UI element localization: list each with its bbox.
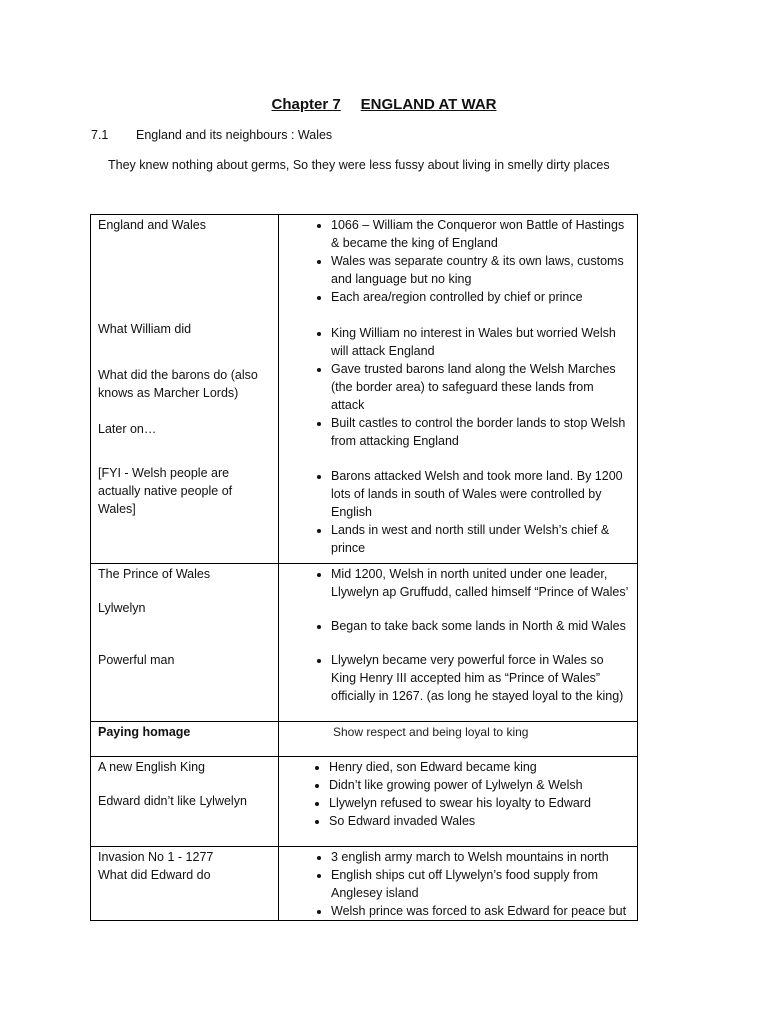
intro-text: They knew nothing about germs, So they were less fussy about living in smelly dirty places <box>108 158 610 172</box>
list-item: • 1066 – William the Conqueror won Battle of Hastings & became the king of England <box>331 216 629 252</box>
list-item: • Wales was separate country & its own laws, customs and language but no king <box>331 252 629 288</box>
bullet-list <box>297 758 629 830</box>
list-item: • Welsh prince was forced to ask Edward for peace but <box>331 902 629 920</box>
list-item: • Gave trusted barons land along the Welsh Marches (the border area) to safeguard these lands from attack <box>331 360 629 414</box>
row-label-cell <box>91 757 279 847</box>
section-number: 7.1 <box>91 128 109 142</box>
row-content-cell <box>279 847 638 921</box>
row-label-cell <box>91 847 279 921</box>
row-label: Edward didn’t like Lylwelyn <box>98 794 247 808</box>
row-label: What did the barons do (also knows as Marcher Lords) <box>98 368 258 400</box>
row-content-cell <box>279 215 638 564</box>
bullet-list <box>297 467 629 557</box>
list-item: • Each area/region controlled by chief or prince <box>331 288 629 306</box>
list-item: • English ships cut off Llywelyn’s food supply from Anglesey island <box>331 866 629 902</box>
row-label: England and Wales <box>98 218 206 232</box>
bullet-list <box>297 216 629 306</box>
list-item: • Henry died, son Edward became king <box>329 758 629 776</box>
chapter-title <box>0 96 768 113</box>
bullet-list <box>297 651 629 705</box>
list-item: • Llywelyn refused to swear his loyalty to Edward <box>329 794 629 812</box>
list-item: • Barons attacked Welsh and took more land. By 1200 lots of lands in south of Wales were controlled by English <box>331 467 629 521</box>
row-label: [FYI - Welsh people are actually native people of Wales] <box>98 466 233 516</box>
row-label: The Prince of Wales <box>98 567 211 581</box>
list-item: • Llywelyn became very powerful force in Wales so King Henry III accepted him as “Prince of Wales” officially in 1267. (as long he stayed loyal to the king) <box>331 651 629 705</box>
list-item: • Lands in west and north still under Welsh’s chief & prince <box>331 521 629 557</box>
list-item: • King William no interest in Wales but worried Welsh will attack England <box>331 324 629 360</box>
row-label: Invasion No 1 - 1277 <box>98 850 214 864</box>
table-row <box>91 722 638 757</box>
definition-text: Show respect and being loyal to king <box>333 725 529 739</box>
bullet-list <box>297 617 629 635</box>
bullet-list <box>297 324 629 450</box>
chapter-name: ENGLAND AT WAR <box>360 96 497 113</box>
chapter-number: Chapter 7 <box>271 96 341 113</box>
section-heading <box>91 128 332 142</box>
section-title: England and its neighbours : Wales <box>136 128 333 142</box>
row-content-cell <box>279 564 638 722</box>
list-item: • Built castles to control the border lands to stop Welsh from attacking England <box>331 414 629 450</box>
table-row <box>91 215 638 564</box>
row-content-cell <box>279 757 638 847</box>
notes-table <box>90 214 638 921</box>
row-label-cell <box>91 722 279 757</box>
row-content-cell <box>279 722 638 757</box>
bullet-list <box>297 848 629 920</box>
table-row <box>91 757 638 847</box>
row-label: Later on… <box>98 422 157 436</box>
list-item: • Mid 1200, Welsh in north united under one leader, Llywelyn ap Gruffudd, called himself “Prince of Wales’ <box>331 565 629 601</box>
bullet-list <box>297 565 629 601</box>
table-row <box>91 847 638 921</box>
list-item: • So Edward invaded Wales <box>329 812 629 830</box>
row-label: Powerful man <box>98 653 175 667</box>
row-label: Lylwelyn <box>98 601 146 615</box>
row-label: What William did <box>98 322 192 336</box>
list-item: • 3 english army march to Welsh mountains in north <box>331 848 629 866</box>
list-item: • Didn’t like growing power of Lylwelyn & Welsh <box>329 776 629 794</box>
row-label-cell <box>91 564 279 722</box>
row-label: A new English King <box>98 760 206 774</box>
table-row <box>91 564 638 722</box>
row-label: What did Edward do <box>98 868 211 882</box>
list-item: • Began to take back some lands in North & mid Wales <box>331 617 629 635</box>
row-label: Paying homage <box>98 725 191 739</box>
row-label-cell <box>91 215 279 564</box>
